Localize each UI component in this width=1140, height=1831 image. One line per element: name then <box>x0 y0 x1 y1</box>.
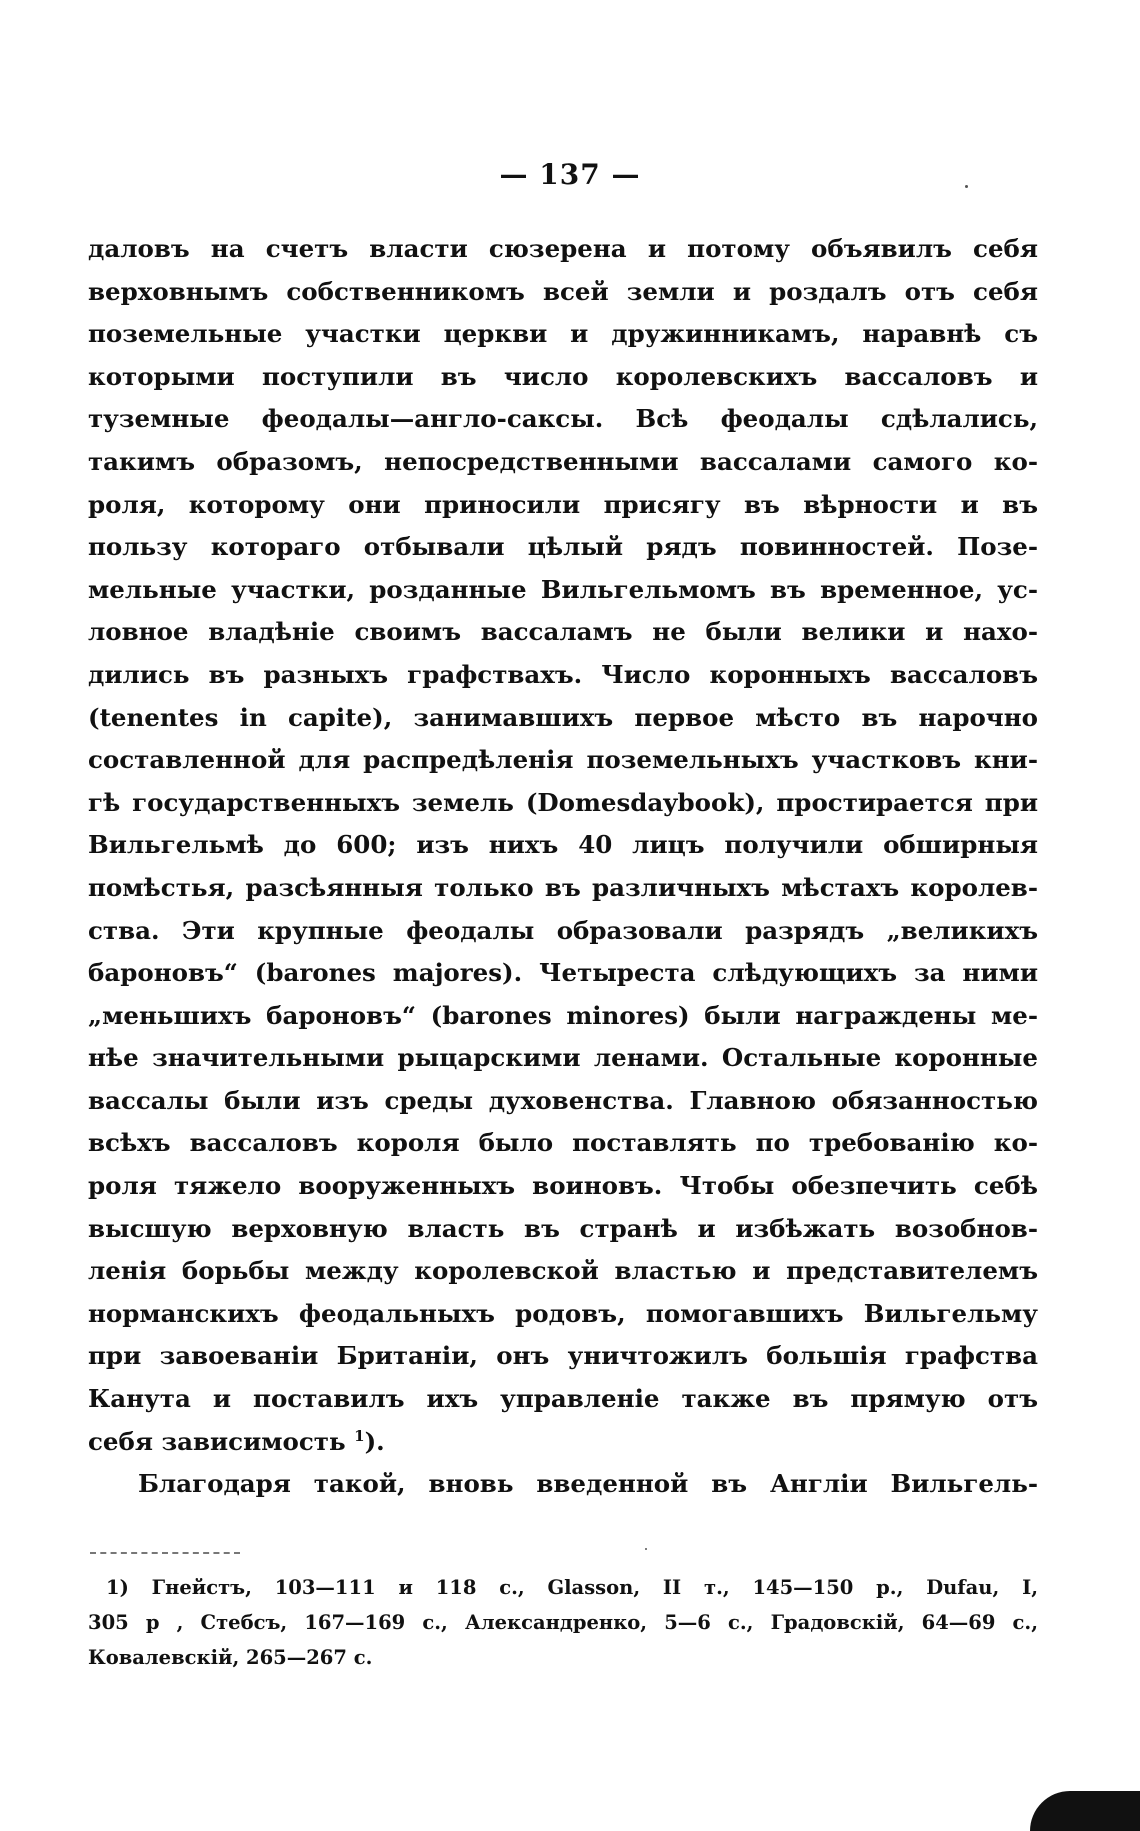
scan-speck <box>645 1548 647 1550</box>
text-line: дились въ разныхъ графствахъ. Число коронныхъ вассаловъ <box>88 659 1038 689</box>
text-line: высшую верховную власть въ странѣ и избѣжать возобнов- <box>88 1213 1038 1243</box>
text-line: поземельные участки церкви и дружинникамъ, наравнѣ съ <box>88 319 1038 349</box>
text-line: гѣ государственныхъ земель (Domesdaybook), простирается при <box>88 787 1038 817</box>
text-line: (tenentes in capite), занимавшихъ первое мѣсто въ нарочно <box>88 702 1038 732</box>
footnote-line: Ковалевскій, 265—267 с. <box>88 1646 373 1669</box>
footnote <box>88 1570 1038 1675</box>
text-line-fragment: себя зависимость <box>88 1426 346 1456</box>
text-line-end: ). <box>364 1426 385 1456</box>
text-line: при завоеваніи Британіи, онъ уничтожилъ большія графства <box>88 1341 1038 1371</box>
text-line: которыми поступили въ число королевскихъ вассаловъ и <box>88 361 1038 391</box>
scan-edge-mark <box>1030 1791 1140 1831</box>
text-line: туземные феодалы—англо-саксы. Всѣ феодалы сдѣлались, <box>88 404 1038 434</box>
text-line: норманскихъ феодальныхъ родовъ, помогавшихъ Вильгельму <box>88 1298 1038 1328</box>
page-number: — 137 — <box>499 158 641 191</box>
text-line: ства. Эти крупные феодалы образовали разрядъ „великихъ <box>88 915 1038 945</box>
footnote-line: 1) Гнейстъ, 103—111 и 118 с., Glasson, II т., 145—150 p., Dufau, I, <box>106 1576 1038 1599</box>
text-line: мельные участки, розданные Вильгельмомъ въ временное, ус- <box>88 574 1038 604</box>
text-line: „меньшихъ бароновъ“ (barones minores) были награждены ме- <box>88 1000 1038 1030</box>
text-line: пользу котораго отбывали цѣлый рядъ повинностей. Позе- <box>88 532 1038 562</box>
text-line: Вильгельмѣ до 600; изъ нихъ 40 лицъ получили обширныя <box>88 830 1038 860</box>
text-line: всѣхъ вассаловъ короля было поставлять по требованію ко- <box>88 1128 1038 1158</box>
text-line: даловъ на счетъ власти сюзерена и потому объявилъ себя <box>88 234 1038 263</box>
text-line: верховнымъ собственникомъ всей земли и роздалъ отъ себя <box>88 276 1038 306</box>
text-line: вассалы были изъ среды духовенства. Главною обязанностью <box>88 1085 1038 1115</box>
text-line: бароновъ“ (barones majores). Четыреста слѣдующихъ за ними <box>88 958 1038 988</box>
text-line: ленія борьбы между королевской властью и представителемъ <box>88 1256 1038 1286</box>
paragraph-last-line <box>88 1421 1038 1464</box>
text-line: роля, которому они приносили присягу въ вѣрности и въ <box>88 489 1038 519</box>
scan-speck <box>965 185 968 188</box>
text-line: роля тяжело вооруженныхъ воиновъ. Чтобы обезпечить себѣ <box>88 1171 1038 1201</box>
text-line: нѣе значительными рыцарскими ленами. Остальные коронные <box>88 1043 1038 1073</box>
footnote-divider <box>90 1552 240 1554</box>
paragraph-start-line: Благодаря такой, вновь введенной въ Англіи Вильгель- <box>138 1469 1038 1499</box>
text-line: помѣстья, разсѣянныя только въ различныхъ мѣстахъ королев- <box>88 872 1038 902</box>
text-line: такимъ образомъ, непосредственными вассалами самого ко- <box>88 446 1038 476</box>
footnote-line: 305 р , Стебсъ, 167—169 с., Александренко, 5—6 с., Градовскій, 64—69 с., <box>88 1611 1038 1634</box>
text-line: Канута и поставилъ ихъ управленіе также въ прямую отъ <box>88 1384 1038 1414</box>
main-text <box>88 228 1038 1506</box>
text-line: ловное владѣніе своимъ вассаламъ не были велики и нахо- <box>88 617 1038 647</box>
text-line: составленной для распредѣленія поземельныхъ участковъ кни- <box>88 745 1038 775</box>
footnote-ref[interactable]: 1 <box>354 1426 365 1445</box>
